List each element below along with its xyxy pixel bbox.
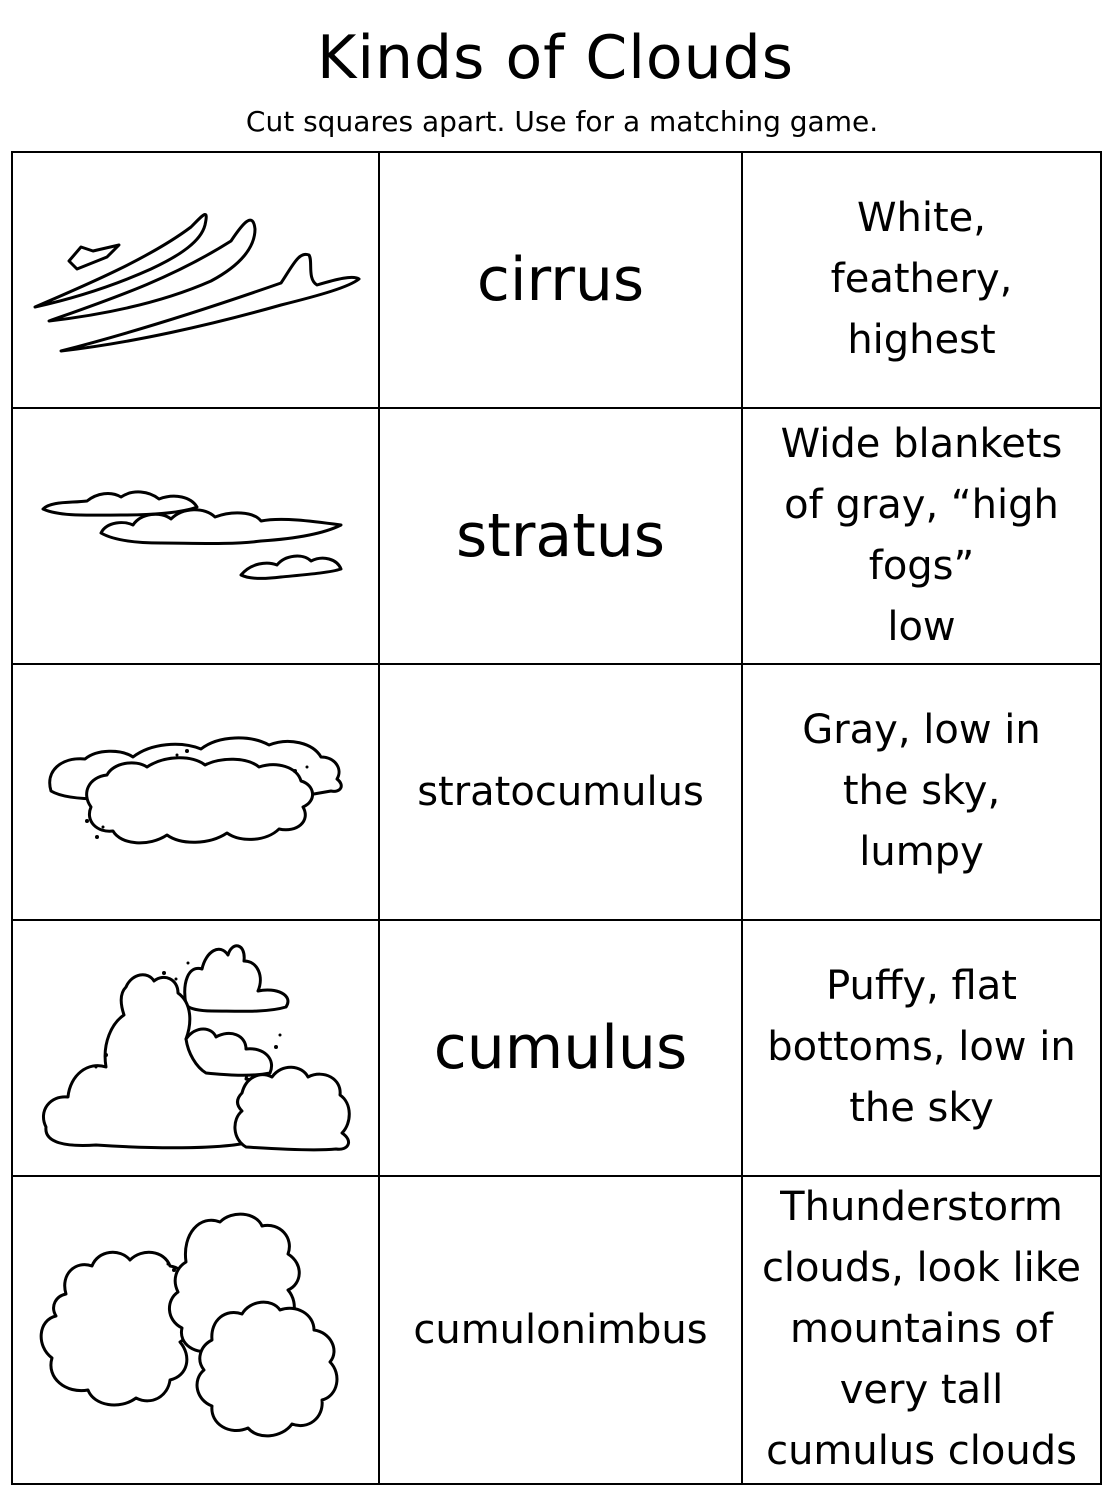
description-line: the sky, xyxy=(842,768,1001,815)
page-subtitle: Cut squares apart. Use for a matching game. xyxy=(245,105,879,138)
stratus-cloud-icon xyxy=(41,481,351,591)
description-line: low xyxy=(887,603,956,650)
description-line: the sky xyxy=(849,1085,994,1132)
name-card-stratocumulus xyxy=(379,664,742,920)
description-line: mountains of xyxy=(790,1306,1053,1353)
name-card-cumulus xyxy=(379,920,742,1176)
description-line: bottoms, low in xyxy=(767,1024,1076,1071)
description-line: Gray, low in xyxy=(802,707,1041,754)
description-card-cirrus xyxy=(742,152,1101,408)
description-line: cumulus clouds xyxy=(766,1428,1077,1475)
description-line: very tall xyxy=(839,1367,1004,1414)
cloud-name-stratus: stratus xyxy=(455,500,666,571)
cloud-description-cumulus xyxy=(743,956,1100,1139)
cloud-name-cirrus: cirrus xyxy=(476,244,645,315)
description-card-stratocumulus xyxy=(742,664,1101,920)
name-card-cirrus xyxy=(379,152,742,408)
cumulus-cloud-icon xyxy=(36,943,356,1153)
picture-card-cumulus xyxy=(12,920,379,1176)
cloud-name-cumulus: cumulus xyxy=(433,1012,688,1083)
name-card-stratus xyxy=(379,408,742,664)
description-card-stratus xyxy=(742,408,1101,664)
description-line: Wide blankets xyxy=(780,420,1063,467)
description-card-cumulus xyxy=(742,920,1101,1176)
description-line: clouds, look like xyxy=(761,1245,1082,1292)
description-line: Puffy, flat xyxy=(826,963,1017,1010)
picture-card-cumulonimbus xyxy=(12,1176,379,1484)
cloud-name-stratocumulus: stratocumulus xyxy=(417,768,704,815)
description-line: highest xyxy=(847,317,996,364)
cloud-row-cirrus xyxy=(12,152,1101,408)
picture-card-cirrus xyxy=(12,152,379,408)
cloud-description-cirrus xyxy=(743,188,1100,371)
cloud-row-cumulus xyxy=(12,920,1101,1176)
cumulonimbus-cloud-icon xyxy=(36,1210,356,1450)
cloud-row-stratus xyxy=(12,408,1101,664)
stratocumulus-cloud-icon xyxy=(41,727,351,857)
picture-card-stratus xyxy=(12,408,379,664)
cirrus-cloud-icon xyxy=(31,195,361,365)
cloud-row-cumulonimbus xyxy=(12,1176,1101,1484)
picture-card-stratocumulus xyxy=(12,664,379,920)
cloud-description-stratus xyxy=(743,414,1100,658)
description-card-cumulonimbus xyxy=(742,1176,1101,1484)
description-line: of gray, “high xyxy=(784,481,1059,528)
description-line: feathery, xyxy=(830,256,1013,303)
description-line: fogs” xyxy=(868,542,975,589)
cloud-matching-grid xyxy=(11,151,1102,1485)
cloud-description-stratocumulus xyxy=(743,700,1100,883)
name-card-cumulonimbus xyxy=(379,1176,742,1484)
description-line: lumpy xyxy=(859,829,984,876)
cloud-row-stratocumulus xyxy=(12,664,1101,920)
cloud-name-cumulonimbus: cumulonimbus xyxy=(413,1306,708,1353)
cloud-description-cumulonimbus xyxy=(743,1177,1100,1482)
page-title: Kinds of Clouds xyxy=(316,23,794,93)
description-line: Thunderstorm xyxy=(780,1184,1063,1231)
description-line: White, xyxy=(856,195,987,242)
